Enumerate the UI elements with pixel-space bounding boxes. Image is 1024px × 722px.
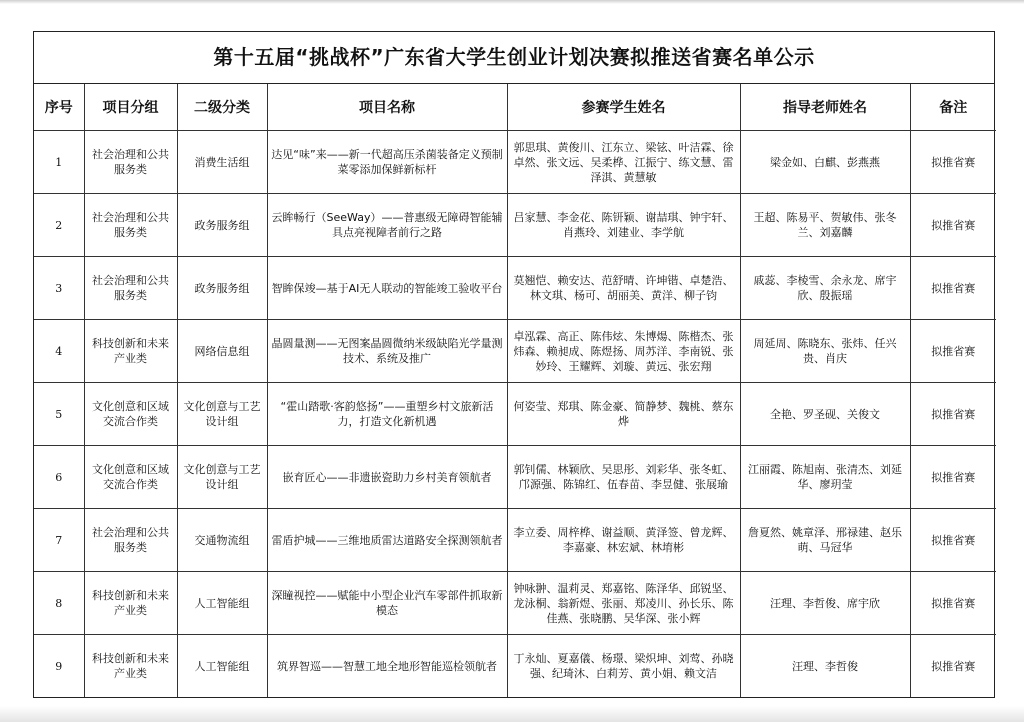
row-no: 2 [34, 194, 84, 257]
row-project: “霍山踏歌·客韵悠扬”——重塑乡村文旅新活力，打造文化新机遇 [267, 383, 507, 446]
row-project: 嵌育匠心——非遗嵌瓷助力乡村美育领航者 [267, 446, 507, 509]
row-group: 社会治理和公共服务类 [84, 194, 177, 257]
table-row [34, 509, 996, 572]
row-students: 郭钊儒、林颖欣、吴思彤、刘彩华、张冬虹、邝源强、陈锦红、伍春苗、李昱健、张展瑜 [507, 446, 740, 509]
row-note: 拟推省赛 [910, 509, 996, 572]
row-group: 科技创新和未来产业类 [84, 572, 177, 635]
row-no: 5 [34, 383, 84, 446]
row-category: 人工智能组 [177, 635, 267, 698]
row-teachers: 王超、陈易平、贺敏伟、张冬兰、刘嘉麟 [740, 194, 910, 257]
header-students: 参赛学生姓名 [507, 84, 740, 131]
table-row [34, 572, 996, 635]
row-students: 钟咏翀、温莉灵、郑嘉铭、陈泽华、邱锐坚、龙泳桐、翁新煜、张丽、郑凌川、孙长乐、陈佳燕、张晓鹏、吴华深、张小辉 [507, 572, 740, 635]
scan-edge-top [0, 0, 1024, 4]
row-note: 拟推省赛 [910, 572, 996, 635]
row-project: 雷盾护城——三维地质雷达道路安全探测领航者 [267, 509, 507, 572]
row-category: 文化创意与工艺设计组 [177, 446, 267, 509]
row-category: 政务服务组 [177, 257, 267, 320]
row-teachers: 汪理、李哲俊、席宇欣 [740, 572, 910, 635]
row-teachers: 汪理、李哲俊 [740, 635, 910, 698]
table-row [34, 194, 996, 257]
row-group: 社会治理和公共服务类 [84, 257, 177, 320]
row-group: 文化创意和区域交流合作类 [84, 446, 177, 509]
row-group: 科技创新和未来产业类 [84, 320, 177, 383]
header-project: 项目名称 [267, 84, 507, 131]
row-group: 社会治理和公共服务类 [84, 509, 177, 572]
row-note: 拟推省赛 [910, 257, 996, 320]
table-row [34, 446, 996, 509]
row-category: 网络信息组 [177, 320, 267, 383]
row-students: 莫翘恺、赖安达、范舒晴、许坤锴、卓楚浩、林文琪、杨可、胡丽美、黄洋、柳子钧 [507, 257, 740, 320]
row-category: 文化创意与工艺设计组 [177, 383, 267, 446]
header-teachers: 指导老师姓名 [740, 84, 910, 131]
row-category: 交通物流组 [177, 509, 267, 572]
row-note: 拟推省赛 [910, 194, 996, 257]
row-no: 9 [34, 635, 84, 698]
row-students: 卓泓霖、高正、陈伟炫、朱博煬、陈楷杰、张炜森、赖昶成、陈煜扬、周苏洋、李南锐、张妙玲、王耀辉、刘璇、黄远、张宏翔 [507, 320, 740, 383]
row-students: 李立委、周梓桦、谢益顺、黄泽签、曾龙辉、李嘉豪、林宏斌、林堉彬 [507, 509, 740, 572]
row-teachers: 梁金如、白麒、彭燕燕 [740, 131, 910, 194]
row-no: 4 [34, 320, 84, 383]
row-category: 人工智能组 [177, 572, 267, 635]
row-group: 文化创意和区域交流合作类 [84, 383, 177, 446]
row-project: 云眸畅行（SeeWay）——普惠级无障碍智能辅具点亮视障者前行之路 [267, 194, 507, 257]
row-students: 郭思琪、黄俊川、江东立、梁铉、叶洁霖、徐卓然、张文远、吴柔桦、江振宁、练文慧、雷泽淇、黄慧敏 [507, 131, 740, 194]
row-group: 科技创新和未来产业类 [84, 635, 177, 698]
nomination-table [34, 84, 996, 697]
header-no: 序号 [34, 84, 84, 131]
row-category: 消费生活组 [177, 131, 267, 194]
row-teachers: 詹夏然、姚章泽、邢禄建、赵乐萌、马冠华 [740, 509, 910, 572]
table-row [34, 383, 996, 446]
row-note: 拟推省赛 [910, 320, 996, 383]
row-group: 社会治理和公共服务类 [84, 131, 177, 194]
row-teachers: 周延周、陈晓东、张炜、任兴贵、肖庆 [740, 320, 910, 383]
row-no: 6 [34, 446, 84, 509]
row-note: 拟推省赛 [910, 131, 996, 194]
table-row [34, 320, 996, 383]
row-category: 政务服务组 [177, 194, 267, 257]
row-project: 智眸保竣—基于AI无人联动的智能竣工验收平台 [267, 257, 507, 320]
header-group: 项目分组 [84, 84, 177, 131]
row-teachers: 江丽霞、陈旭南、张清杰、刘延华、廖玥莹 [740, 446, 910, 509]
row-teachers: 戚蕊、李棱雪、余永龙、席宇欣、殷振瑶 [740, 257, 910, 320]
row-students: 吕家慧、李金花、陈钘颖、谢喆琪、钟宇轩、肖燕玲、刘建业、李学航 [507, 194, 740, 257]
row-project: 筑界智巡——智慧工地全地形智能巡检领航者 [267, 635, 507, 698]
row-note: 拟推省赛 [910, 383, 996, 446]
row-no: 1 [34, 131, 84, 194]
row-project: 达见“味”来——新一代超高压杀菌装备定义预制菜零添加保鲜新标杆 [267, 131, 507, 194]
scan-edge-bottom [0, 706, 1024, 722]
row-no: 7 [34, 509, 84, 572]
header-category: 二级分类 [177, 84, 267, 131]
table-row [34, 131, 996, 194]
table-row [34, 635, 996, 698]
row-students: 丁永灿、夏嘉儀、杨璟、梁炽坤、刘莺、孙晓强、纪琦沐、白莉芳、黄小娟、赖文洁 [507, 635, 740, 698]
row-note: 拟推省赛 [910, 635, 996, 698]
row-students: 何姿莹、郑琪、陈金豪、简静梦、魏桃、蔡东烨 [507, 383, 740, 446]
row-teachers: 全艳、罗圣砚、关俊文 [740, 383, 910, 446]
header-note: 备注 [910, 84, 996, 131]
row-note: 拟推省赛 [910, 446, 996, 509]
row-project: 深瞳视控——赋能中小型企业汽车零部件抓取新模态 [267, 572, 507, 635]
document-title: 第十五届“挑战杯”广东省大学生创业计划决赛拟推送省赛名单公示 [34, 32, 994, 84]
row-project: 晶圆量测——无图案晶圆微纳米级缺陷光学量测技术、系统及推广 [267, 320, 507, 383]
table-row [34, 257, 996, 320]
table-header-row [34, 84, 996, 131]
row-no: 3 [34, 257, 84, 320]
document-sheet [33, 31, 995, 698]
row-no: 8 [34, 572, 84, 635]
